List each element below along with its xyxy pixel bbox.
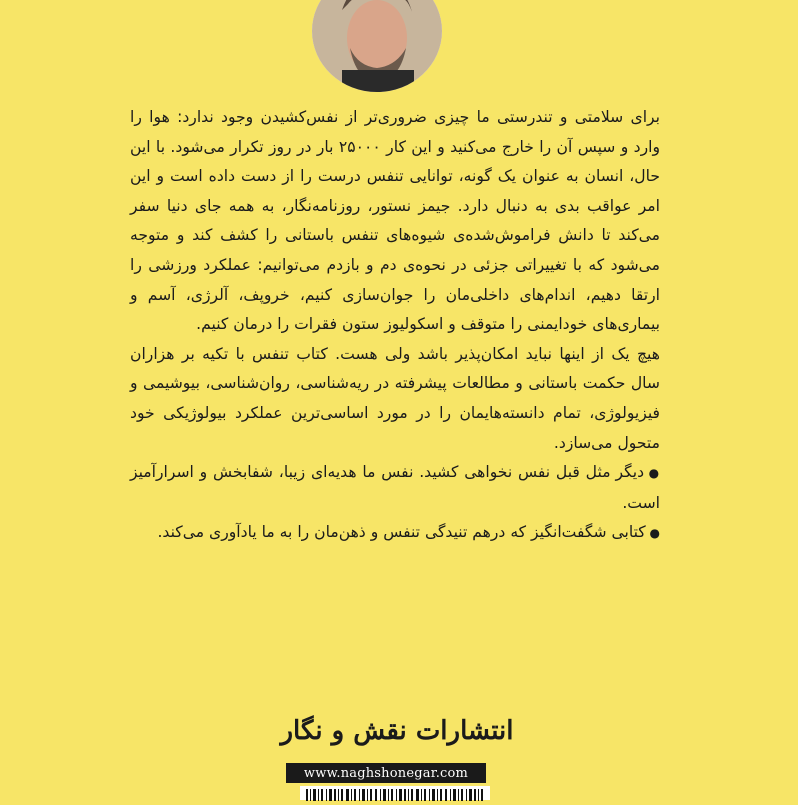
barcode	[300, 786, 490, 800]
author-portrait	[312, 0, 442, 92]
back-cover-description	[130, 103, 660, 549]
bullet-quote-1: ● دیگر مثل قبل نفس نخواهی کشید. نفس ما هدیه‌ای زیبا، شفابخش و اسرارآمیز است.	[130, 458, 660, 518]
paragraph-intro: برای سلامتی و تندرستی ما چیزی ضروری‌تر از نفس‌کشیدن وجود ندارد: هوا را وارد و سپس آن را خارج می‌کنید و این کار ۲۵۰۰۰ بار در روز تکرار می‌شود. با این حال، انسان به عنوان یک گونه، توانایی تنفس درست را از دست داده است و این امر عواقب بدی به دنبال دارد. جیمز نستور، روزنامه‌نگار، به همه جای دنیا سفر می‌کند تا دانش فراموش‌شده‌ی شیوه‌های تنفس باستانی را کشف کند و متوجه می‌شود که با تغییراتی جزئی در نحوه‌ی دم و بازدم می‌توانیم: عملکرد ورزشی را ارتقا دهیم، اندام‌های داخلی‌مان را جوان‌سازی کنیم، خروپف، آلرژی، آسم و بیماری‌های خودایمنی را متوقف و اسکولیوز ستون فقرات را درمان کنیم.	[130, 108, 661, 334]
publisher-website: www.naghshonegar.com	[286, 763, 486, 783]
bullet-quote-2: ● کتابی شگفت‌انگیز که درهم تنیدگی تنفس و ذهن‌مان را به ما یادآوری می‌کند.	[130, 518, 660, 549]
paragraph-book-summary: هیچ یک از اینها نباید امکان‌پذیر باشد ولی هست. کتاب تنفس با تکیه بر هزاران سال حکمت باستانی و مطالعات پیشرفته در ریه‌شناسی، روان‌شناسی، بیوشیمی و فیزیولوژی، تمام دانسته‌هایمان را در مورد اساسی‌ترین عملکرد بیولوژیکی خود متحول می‌سازد.	[130, 344, 660, 452]
publisher-name: انتشارات نقش و نگار	[280, 716, 514, 746]
publisher-logo	[280, 703, 514, 759]
